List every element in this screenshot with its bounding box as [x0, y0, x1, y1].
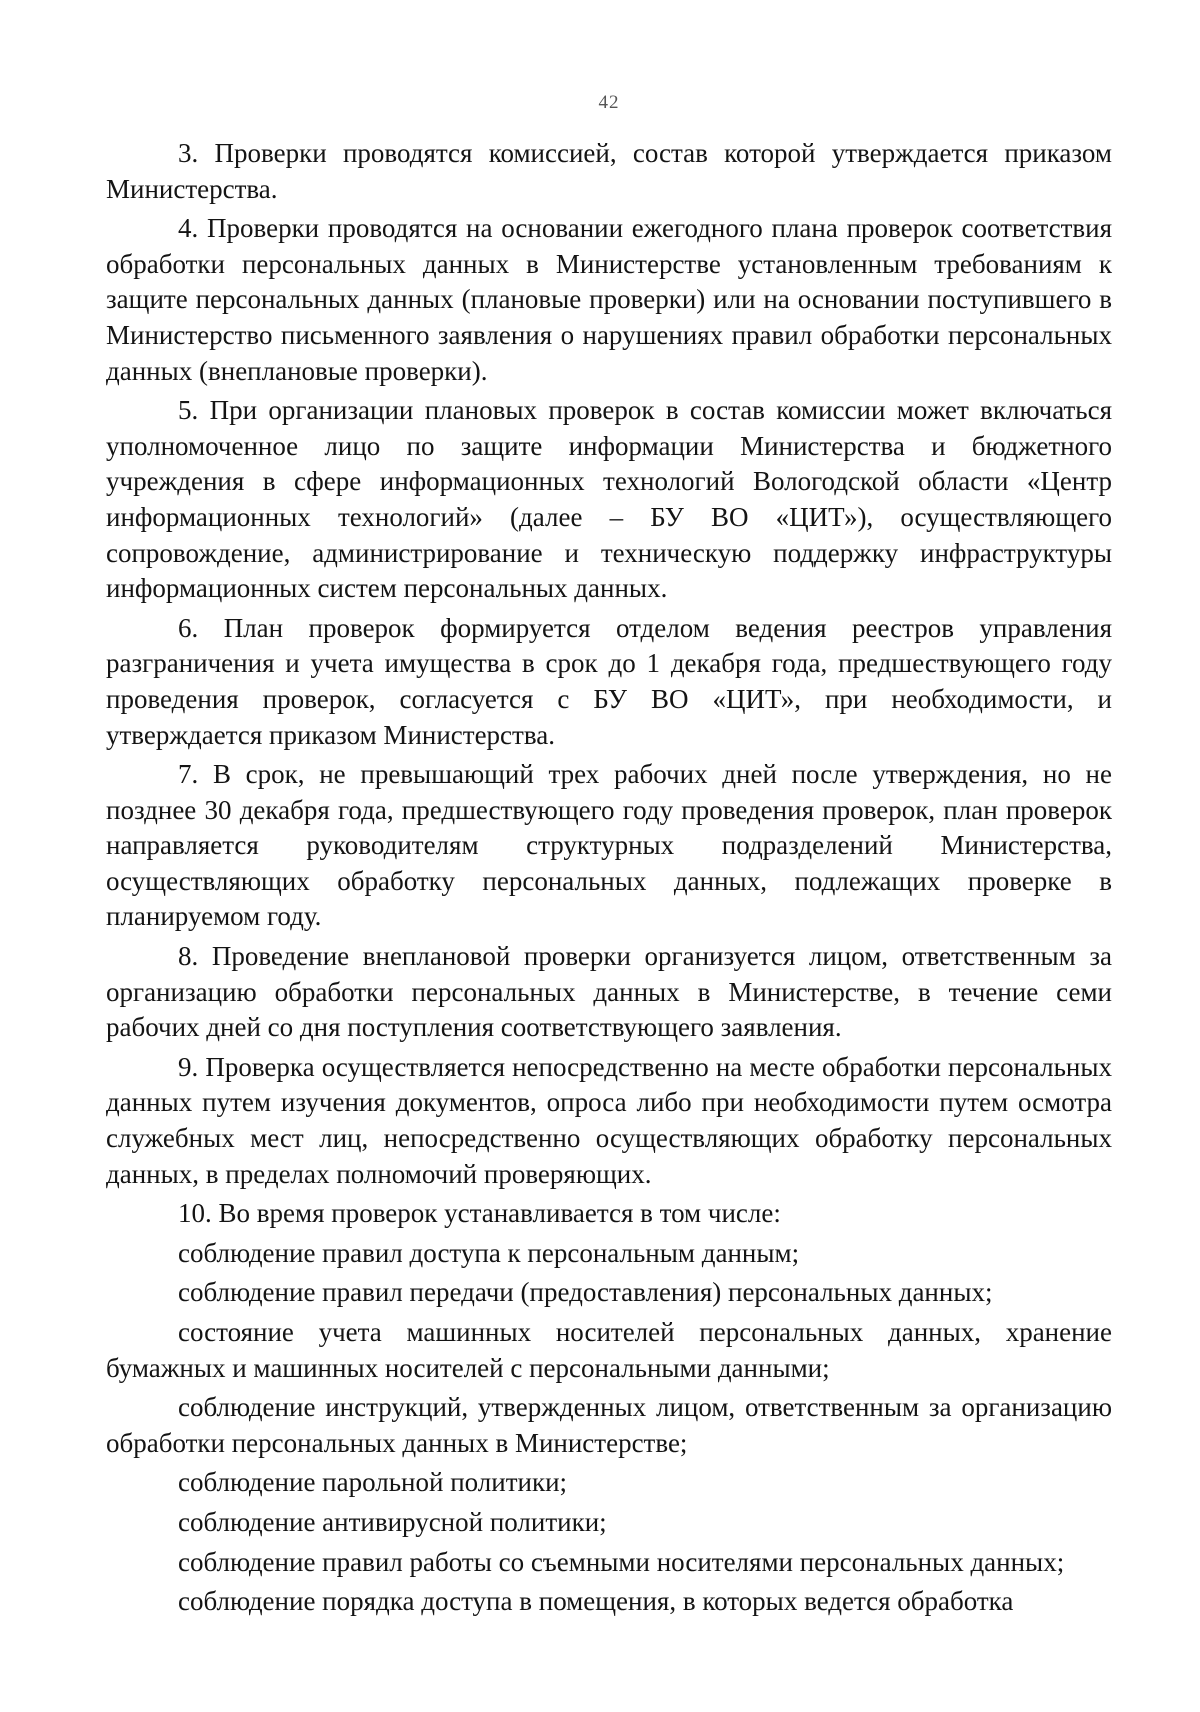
paragraph-9: 9. Проверка осуществляется непосредственно на месте обработки персональных данных путем изучения документов, опроса либо при необходимости путем осмотра служебных мест лиц, непосредственно осуществляющих обработку персональных данных, в пределах полномочий проверяющих. [106, 1051, 1112, 1189]
list-item-media-accounting: состояние учета машинных носителей персональных данных, хранение бумажных и машинных носителей с персональными данными; [106, 1317, 1112, 1383]
list-item-antivirus-policy: соблюдение антивирусной политики; [178, 1506, 607, 1537]
list-item-instructions: соблюдение инструкций, утвержденных лицом, ответственным за организацию обработки персональных данных в Министерстве; [106, 1392, 1112, 1458]
page-number: 42 [598, 92, 620, 113]
list-item-password-policy: соблюдение парольной политики; [178, 1467, 568, 1498]
paragraph-8: 8. Проведение внеплановой проверки организуется лицом, ответственным за организацию обработки персональных данных в Министерстве, в течение семи рабочих дней со дня поступления соответствующего заявления. [106, 941, 1112, 1043]
paragraph-5: 5. При организации плановых проверок в состав комиссии может включаться уполномоченное лицо по защите информации Министерства и бюджетного учреждения в сфере информационных технологий Вологодской области «Центр информационных технологий» (далее – БУ ВО «ЦИТ»), осуществляющего сопровождение, администрирование и техническую поддержку инфраструктуры информационных систем персональных данных. [106, 395, 1112, 604]
paragraph-3: 3. Проверки проводятся комиссией, состав которой утверждается приказом Министерства. [106, 138, 1112, 204]
list-item-transfer-rules: соблюдение правил передачи (предоставления) персональных данных; [178, 1277, 993, 1308]
paragraph-4: 4. Проверки проводятся на основании ежегодного плана проверок соответствия обработки персональных данных в Министерстве установленным требованиям к защите персональных данных (плановые проверки) или на основании поступившего в Министерство письменного заявления о нарушениях правил обработки персональных данных (внеплановые проверки). [106, 213, 1112, 386]
list-item-premises-access: соблюдение порядка доступа в помещения, в которых ведется обработка [178, 1586, 1014, 1617]
paragraph-7: 7. В срок, не превышающий трех рабочих дней после утверждения, но не позднее 30 декабря года, предшествующего году проведения проверок, план проверок направляется руководителям структурных подразделений Министерства, осуществляющих обработку персональных данных, подлежащих проверке в планируемом году. [106, 759, 1112, 932]
document-body [106, 136, 1112, 1620]
list-item-access-rules: соблюдение правил доступа к персональным данным; [178, 1237, 800, 1268]
paragraph-10: 10. Во время проверок устанавливается в том числе: [178, 1198, 781, 1229]
paragraph-6: 6. План проверок формируется отделом ведения реестров управления разграничения и учета имущества в срок до 1 декабря года, предшествующего году проведения проверок, согласуется с БУ ВО «ЦИТ», при необходимости, и утверждается приказом Министерства. [106, 612, 1112, 750]
list-item-removable-media: соблюдение правил работы со съемными носителями персональных данных; [178, 1546, 1065, 1577]
